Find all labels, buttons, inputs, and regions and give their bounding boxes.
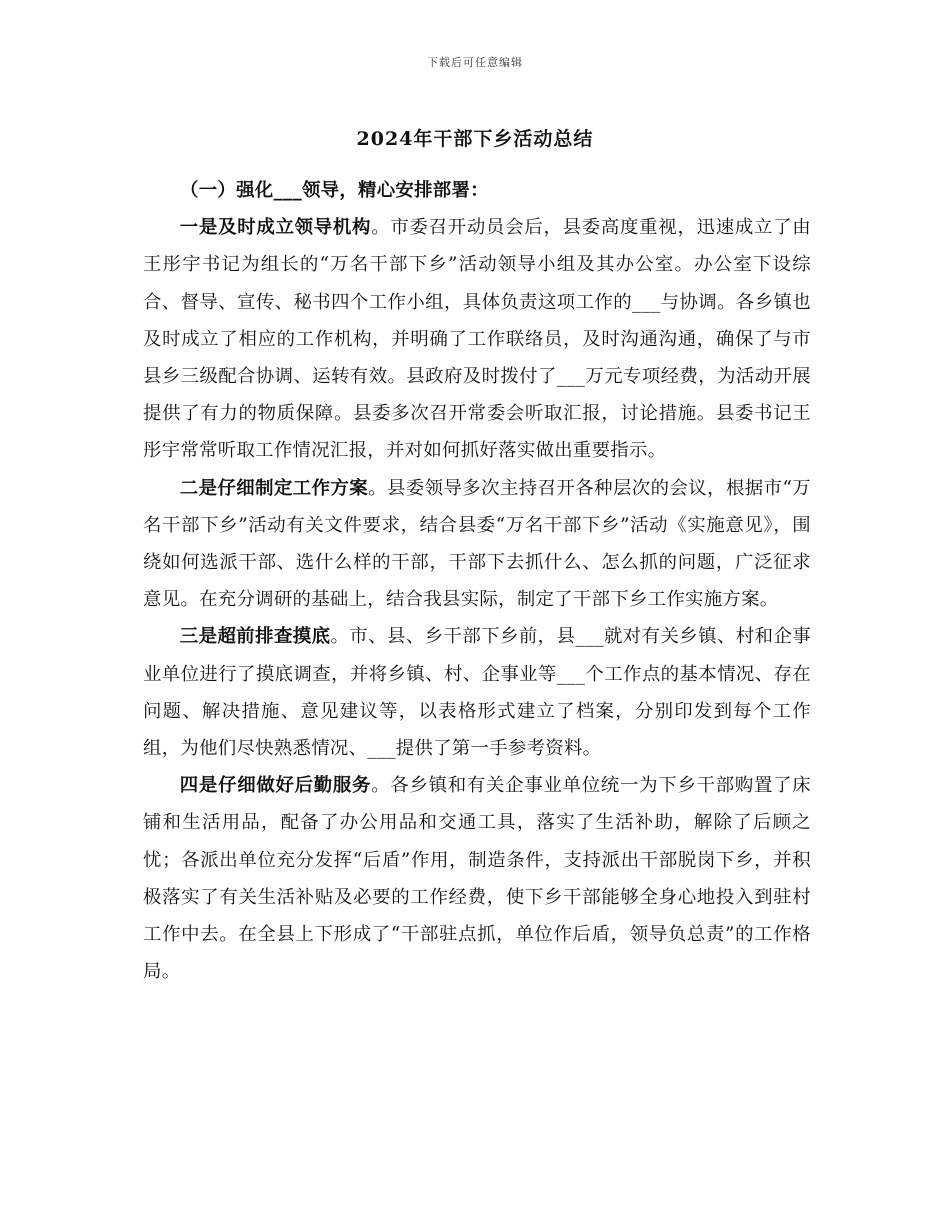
- paragraph-1: [143, 209, 811, 469]
- paragraph-1-lead: 一是及时成立领导机构: [179, 217, 372, 239]
- header-note: 下载后可任意编辑: [427, 56, 523, 69]
- paragraph-3-lead: 三是超前排查摸底: [179, 626, 331, 648]
- paragraph-3: [143, 618, 811, 767]
- paragraph-4: [143, 767, 811, 990]
- paragraph-2-text: 。县委领导多次主持召开各种层次的会议，根据市“万名干部下乡”活动有关文件要求，结合县委“万名干部下乡”活动《实施意见》，围绕如何选派干部、选什么样的干部，干部下去抓什么、怎么抓的问题，广泛征求意见。在充分调研的基础上，结合我县实际，制定了干部下乡工作实施方案。: [143, 477, 811, 611]
- section-heading: （一）强化___领导，精心安排部署：: [180, 180, 489, 201]
- paragraph-1-text: 。市委召开动员会后，县委高度重视，迅速成立了由王彤宇书记为组长的“万名干部下乡”活动领导小组及其办公室。办公室下设综合、督导、宣传、秘书四个工作小组，具体负责这项工作的___与协调。各乡镇也及时成立了相应的工作机构，并明确了工作联络员，及时沟通沟通，确保了与市县乡三级配合协调、运转有效。县政府及时拨付了___万元专项经费，为活动开展提供了有力的物质保障。县委多次召开常委会听取汇报，讨论措施。县委书记王彤宇常常听取工作情况汇报，并对如何抓好落实做出重要指示。: [143, 217, 811, 462]
- document-body: [143, 172, 811, 990]
- paragraph-2-lead: 二是仔细制定工作方案: [179, 477, 369, 499]
- paragraph-4-text: 。各乡镇和有关企事业单位统一为下乡干部购置了床铺和生活用品，配备了办公用品和交通工具，落实了生活补助，解除了后顾之忧；各派出单位充分发挥“后盾”作用，制造条件，支持派出干部脱岗下乡，并积极落实了有关生活补贴及必要的工作经费，使下乡干部能够全身心地投入到驻村工作中去。在全县上下形成了“干部驻点抓，单位作后盾，领导负总责”的工作格局。: [143, 775, 811, 983]
- paragraph-4-lead: 四是仔细做好后勤服务: [179, 775, 372, 797]
- paragraph-2: [143, 470, 811, 619]
- document-title: 2024年干部下乡活动总结: [356, 128, 594, 150]
- paragraph-3-text: 。市、县、乡干部下乡前，县___就对有关乡镇、村和企事业单位进行了摸底调查，并将乡镇、村、企事业等___个工作点的基本情况、存在问题、解决措施、意见建议等，以表格形式建立了档案，分别印发到每个工作组，为他们尽快熟悉情况、___提供了第一手参考资料。: [143, 626, 812, 760]
